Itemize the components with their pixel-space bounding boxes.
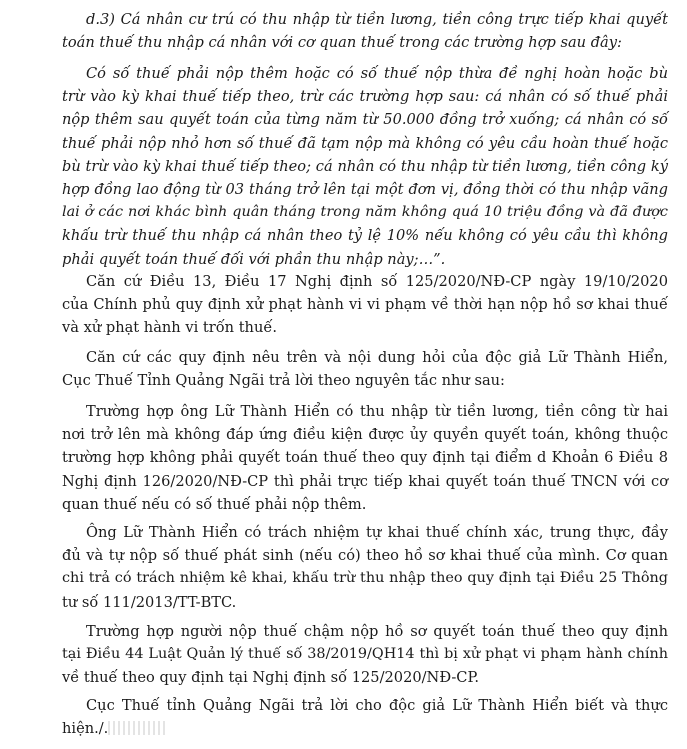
paragraph-line: trường hợp không phải quyết toán thuế theo quy định tại điểm d Khoản 6 Điều 8 [62,449,668,467]
paragraph-line: Trường hợp ông Lữ Thành Hiển có thu nhập từ tiền lương, tiền công từ hai [86,403,668,420]
scan-smudge [108,721,168,735]
quote-line: khấu trừ thuế thu nhập cá nhân theo tỷ lệ 10% nếu không có yêu cầu thì không [62,227,668,245]
section-d3 [62,8,668,54]
paragraph-line: quan thuế nếu có số thuế phải nộp thêm. [62,495,367,513]
quote-line: thuế phải nộp nhỏ hơn số thuế đã tạm nộp mà không có yêu cầu hoàn thuế hoặc [62,134,668,152]
paragraph-line: của Chính phủ quy định xử phạt hành vi vi phạm về thời hạn nộp hồ sơ khai thuế [62,296,668,314]
paragraph-line: đủ và tự nộp số thuế phát sinh (nếu có) theo hồ sơ khai thuế của mình. Cơ quan [62,547,668,565]
quote-line: Có số thuế phải nộp thêm hoặc có số thuế nộp thừa đề nghị hoàn hoặc bù [86,65,668,82]
section-d3-line: d.3) Cá nhân cư trú có thu nhập từ tiền lương, tiền công trực tiếp khai quyết [86,11,668,28]
paragraph-line [62,717,668,740]
paragraph-line: Căn cứ Điều 13, Điều 17 Nghị định số 125/2020/NĐ-CP ngày 19/10/2020 [86,273,668,290]
quote-line: nộp thêm sau quyết toán của từng năm từ 50.000 đồng trở xuống; cá nhân có số [62,111,668,129]
quote-line: bù trừ vào kỳ khai thuế tiếp theo; cá nhân có thu nhập từ tiền lương, tiền công ký [62,157,668,175]
section-d3-line: toán thuế thu nhập cá nhân với cơ quan thuế trong các trường hợp sau đây: [62,34,622,52]
quoted-provision [62,62,668,271]
paragraph-line: Cục Thuế Tỉnh Quảng Ngãi trả lời theo nguyên tắc như sau: [62,372,505,390]
paragraph-line: Căn cứ các quy định nêu trên và nội dung hỏi của độc giả Lữ Thành Hiển, [86,349,668,366]
paragraph-case [62,400,668,516]
paragraph-responsibility [62,521,668,614]
paragraph-line: và xử phạt hành vi trốn thuế. [62,319,277,337]
paragraph-late-filing [62,620,668,690]
paragraph-line: nơi trở lên mà không đáp ứng điều kiện được ủy quyền quyết toán, không thuộc [62,426,668,444]
quote-line: lai ở các nơi khác bình quân tháng trong năm không quá 10 triệu đồng và đã được [62,204,668,221]
paragraph-line: tư số 111/2013/TT-BTC. [62,593,237,611]
paragraph-line: Ông Lữ Thành Hiển có trách nhiệm tự khai thuế chính xác, trung thực, đầy [86,524,668,541]
paragraph-line: chi trả có trách nhiệm kê khai, khấu trừ thu nhập theo quy định tại Điều 25 Thông [62,570,668,587]
quote-line: hợp đồng lao động từ 03 tháng trở lên tại một đơn vị, đồng thời có thu nhập vãng [62,181,668,199]
closing-text: hiện./. [62,720,109,738]
paragraph-reply-principle [62,346,668,392]
quote-line: phải quyết toán thuế đối với phần thu nhập này;…”. [62,250,446,268]
paragraph-closing [62,694,668,740]
paragraph-line: Nghị định 126/2020/NĐ-CP thì phải trực tiếp khai quyết toán thuế TNCN với cơ [62,472,668,490]
paragraph-line: về thuế theo quy định tại Nghị định số 125/2020/NĐ-CP. [62,669,479,687]
quote-line: trừ vào kỳ khai thuế tiếp theo, trừ các trường hợp sau: cá nhân có số thuế phải [62,88,668,106]
paragraph-line: tại Điều 44 Luật Quản lý thuế số 38/2019/QH14 thì bị xử phạt vi phạm hành chính [62,646,668,663]
paragraph-legal-basis [62,270,668,340]
paragraph-line: Cục Thuế tỉnh Quảng Ngãi trả lời cho độc giả Lữ Thành Hiển biết và thực [86,697,668,714]
paragraph-line: Trường hợp người nộp thuế chậm nộp hồ sơ quyết toán thuế theo quy định [86,623,668,640]
